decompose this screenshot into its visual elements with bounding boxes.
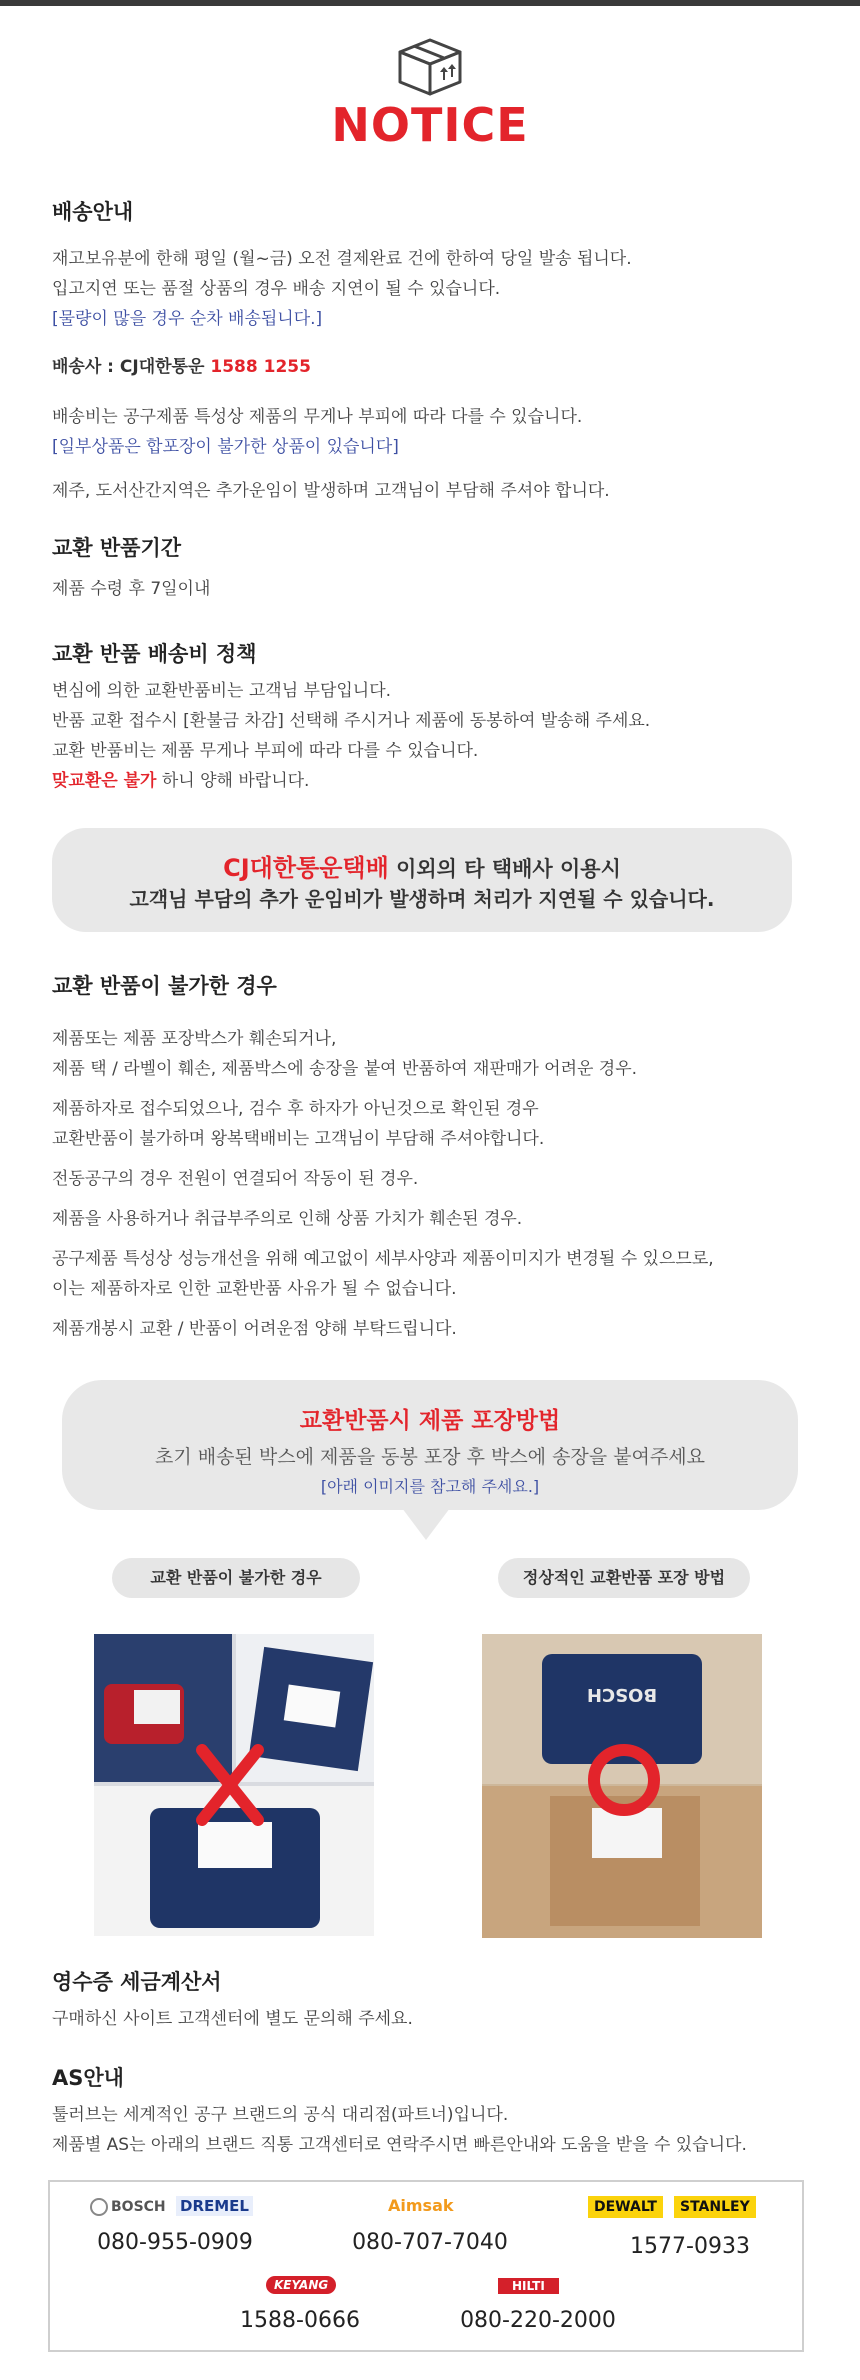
aimsak-phone: 080-707-7040 (352, 2230, 508, 2255)
bosch-phone: 080-955-0909 (97, 2230, 253, 2255)
packing-bubble (62, 1380, 798, 1510)
x-mark-icon (194, 1744, 266, 1826)
not-allowed-group-1 (52, 1024, 637, 1084)
exchange-period-heading: 교환 반품기간 (52, 536, 182, 560)
no-swap-rest: 하니 양해 바랍니다. (156, 771, 310, 791)
as-text (52, 2100, 747, 2160)
exchange-fee-line-2: 반품 교환 접수시 [환불금 차감] 선택해 주시거나 제품에 동봉하여 발송해 주세요. (52, 711, 651, 731)
as-heading: AS안내 (52, 2066, 124, 2090)
bosch-name: BOSCH (111, 2199, 166, 2215)
brand-contact-box (48, 2180, 804, 2352)
packing-subtitle: 초기 배송된 박스에 제품을 동봉 포장 후 박스에 송장을 붙여주세요 (155, 1446, 705, 1468)
bosch-logo (90, 2198, 166, 2216)
shipping-note: [물량이 많을 경우 순차 배송됩니다.] (52, 309, 323, 329)
shipping-line-2: 입고지연 또는 품절 상품의 경우 배송 지연이 될 수 있습니다. (52, 279, 501, 299)
carrier-bubble-line-2: 고객님 부담의 추가 운임비가 발생하며 처리가 지연될 수 있습니다. (129, 887, 715, 911)
dewalt-logo: DEWALT (588, 2196, 663, 2218)
exchange-fee-line-4 (52, 766, 650, 796)
case-label (198, 1822, 272, 1868)
keyang-logo: KEYANG (266, 2276, 336, 2294)
not-allowed-line: 이는 제품하자로 인한 교환반품 사유가 될 수 없습니다. (52, 1279, 457, 1299)
packing-note: [아래 이미지를 참고해 주세요.] (320, 1477, 540, 1496)
stanley-logo: STANLEY (674, 2196, 756, 2218)
carrier-bubble-rest: 이외의 타 택배사 이용시 (388, 857, 621, 881)
dewalt-phone: 1577-0933 (630, 2234, 750, 2259)
carrier-phone: 1588 1255 (210, 357, 311, 377)
carrier-line (52, 352, 311, 382)
not-allowed-line: 공구제품 특성상 성능개선을 위해 예고없이 세부사양과 제품이미지가 변경될 수 있으므로, (52, 1249, 714, 1269)
bad-packing-label: 교환 반품이 불가한 경우 (112, 1558, 360, 1598)
carrier-bubble-line-1 (52, 848, 792, 883)
not-allowed-line: 교환반품이 불가하며 왕복택배비는 고객님이 부담해 주셔야합니다. (52, 1129, 545, 1149)
fee-text (52, 402, 582, 462)
top-bar (0, 0, 860, 6)
carrier-highlight: CJ대한통운택배 (223, 854, 389, 882)
fee-line: 배송비는 공구제품 특성상 제품의 무게나 부피에 따라 다를 수 있습니다. (52, 407, 583, 427)
exchange-fee-line-3: 교환 반품비는 제품 무게나 부피에 따라 다를 수 있습니다. (52, 741, 479, 761)
exchange-period-text: 제품 수령 후 7일이내 (52, 579, 211, 599)
not-allowed-heading: 교환 반품이 불가한 경우 (52, 974, 277, 998)
not-allowed-line: 제품하자로 접수되었으나, 검수 후 하자가 아닌것으로 확인된 경우 (52, 1099, 539, 1119)
hilti-logo: HILTI (498, 2278, 559, 2294)
fee-note: [일부상품은 합포장이 불가한 상품이 있습니다] (52, 437, 399, 457)
dremel-logo: DREMEL (176, 2196, 253, 2216)
good-packing-photo (482, 1634, 762, 1938)
not-allowed-line: 제품 택 / 라벨이 훼손, 제품박스에 송장을 붙여 반품하여 재판매가 어려운 경우. (52, 1059, 638, 1079)
shipping-line-1: 재고보유분에 한해 평일 (월~금) 오전 결제완료 건에 한하여 당일 발송 됩니다. (52, 249, 632, 269)
exchange-fee-heading: 교환 반품 배송비 정책 (52, 642, 257, 666)
exchange-fee-text (52, 676, 650, 796)
case-label (134, 1690, 180, 1724)
not-allowed-group-6: 제품개봉시 교환 / 반품이 어려운점 양해 부탁드립니다. (52, 1319, 457, 1339)
bosch-armature-icon (90, 2198, 108, 2216)
receipt-heading: 영수증 세금계산서 (52, 1970, 222, 1994)
no-swap-text: 맞교환은 불가 (52, 771, 157, 791)
case-label (284, 1685, 341, 1728)
aimsak-logo: Aimsak (388, 2196, 454, 2215)
island-line: 제주, 도서산간지역은 추가운임이 발생하며 고객님이 부담해 주셔야 합니다. (52, 481, 610, 501)
not-allowed-group-5 (52, 1244, 714, 1304)
hilti-phone: 080-220-2000 (460, 2308, 616, 2333)
not-allowed-group-3: 전동공구의 경우 전원이 연결되어 작동이 된 경우. (52, 1169, 419, 1189)
keyang-phone: 1588-0666 (240, 2308, 360, 2333)
bad-packing-photo (94, 1634, 374, 1936)
box-icon (396, 36, 464, 96)
o-mark-icon (586, 1742, 662, 1818)
carrier-notice-bubble (52, 828, 792, 932)
as-line-2: 제품별 AS는 아래의 브랜드 직통 고객센터로 연락주시면 빠른안내와 도움을 받을 수 있습니다. (52, 2135, 747, 2155)
notice-title: NOTICE (331, 98, 529, 152)
receipt-text: 구매하신 사이트 고객센터에 별도 문의해 주세요. (52, 2009, 413, 2029)
packing-title: 교환반품시 제품 포장방법 (299, 1408, 561, 1434)
as-line-1: 툴러브는 세계적인 공구 브랜드의 공식 대리점(파트너)입니다. (52, 2105, 509, 2125)
not-allowed-line: 제품또는 제품 포장박스가 훼손되거나, (52, 1029, 337, 1049)
carrier-label: 배송사 : CJ대한통운 (52, 357, 205, 377)
not-allowed-group-4: 제품을 사용하거나 취급부주의로 인해 상품 가치가 훼손된 경우. (52, 1209, 523, 1229)
case-brand: BOSCH (586, 1684, 658, 1705)
good-packing-label: 정상적인 교환반품 포장 방법 (498, 1558, 750, 1598)
bubble-tail (402, 1508, 450, 1540)
shipping-text (52, 244, 632, 334)
shipping-heading: 배송안내 (52, 200, 134, 224)
exchange-fee-line-1: 변심에 의한 교환반품비는 고객님 부담입니다. (52, 681, 392, 701)
not-allowed-group-2 (52, 1094, 544, 1154)
